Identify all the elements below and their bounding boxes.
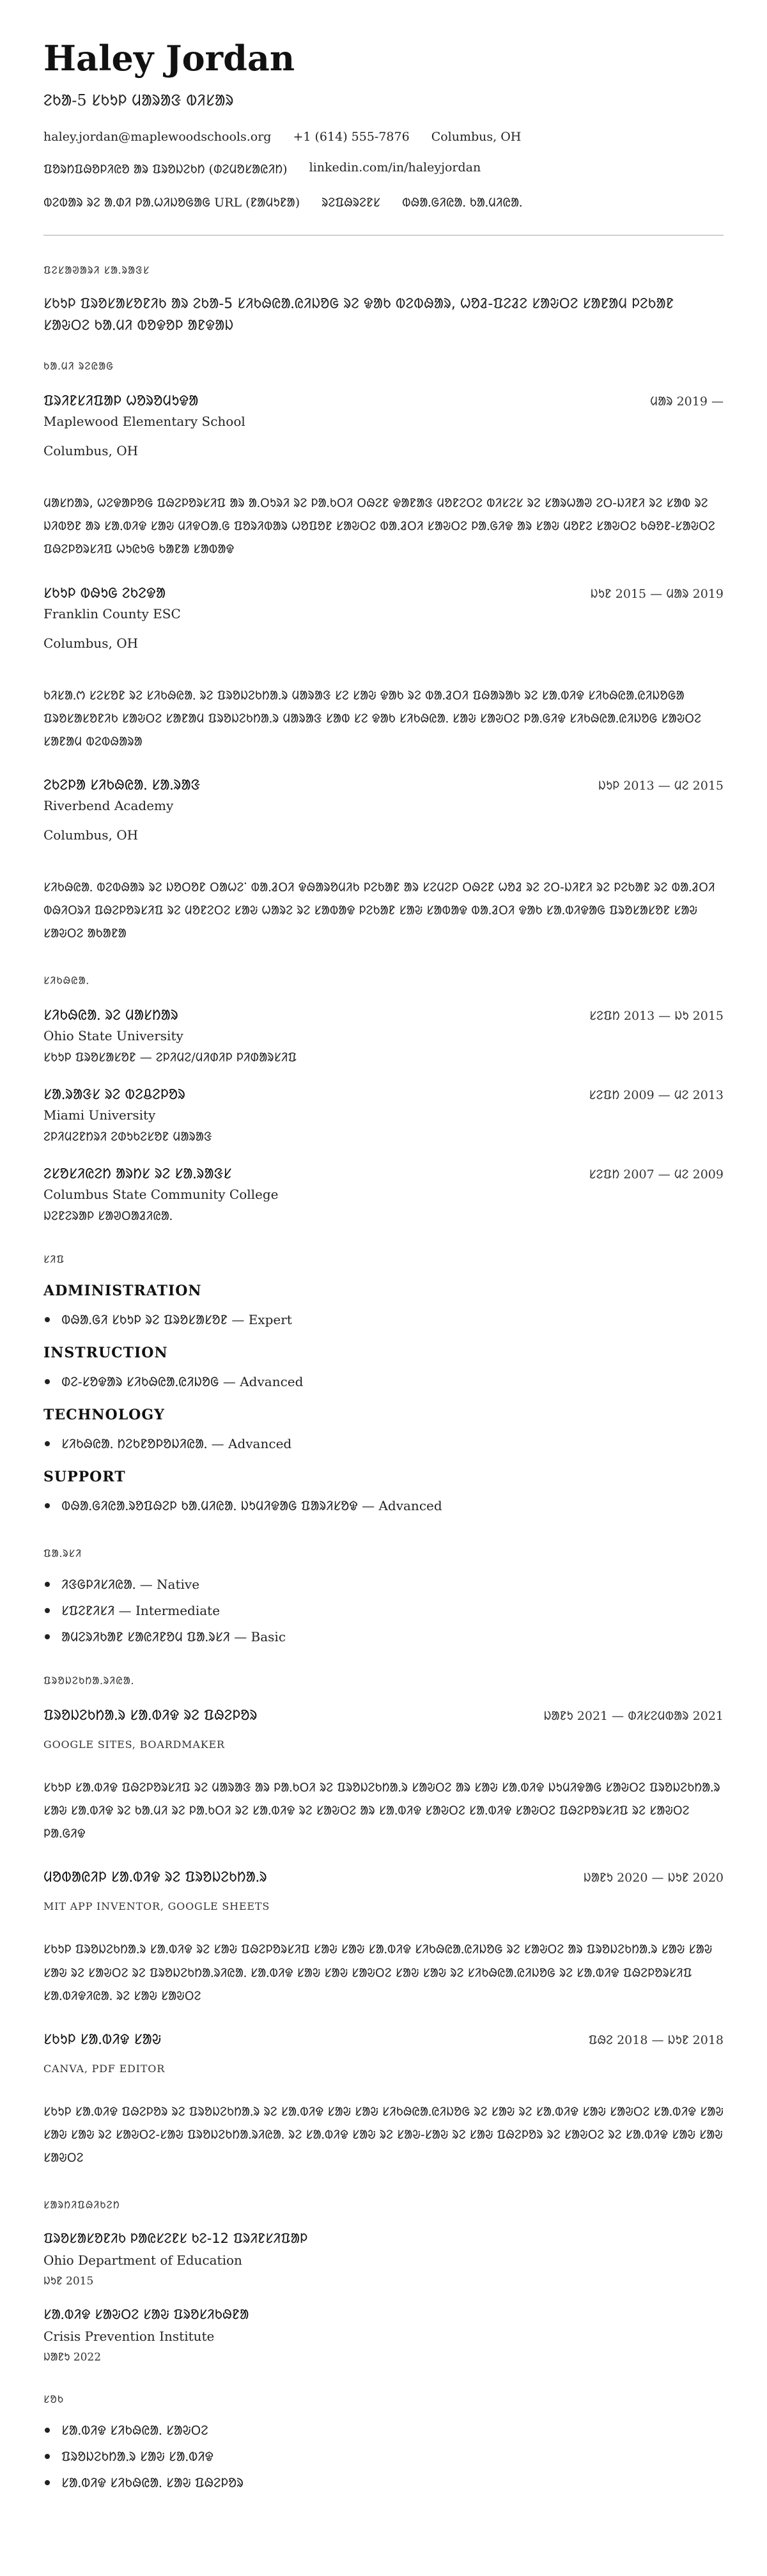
project-entry [43, 1705, 724, 1845]
skill-group-title: INSTRUCTION [43, 1345, 168, 1362]
section-title: ᱯᱟᱹᱨᱥᱤ [43, 1547, 82, 1560]
employer-name: Franklin County ESC [43, 605, 181, 621]
candidate-headline: ᱮᱠᱟ-5 ᱥᱠᱩᱞ ᱢᱟᱨᱟᱝ ᱵᱤᱥᱟᱨ [43, 91, 234, 110]
contact-line-links [43, 160, 724, 177]
project-dates: ᱯᱷᱮ 2018 — ᱡᱩᱱ 2018 [588, 2033, 724, 2047]
certifications-section [43, 2197, 724, 2364]
volunteer-link[interactable]: ᱵᱷᱟᱹᱜᱤᱭᱟᱹ ᱠᱟᱹᱢᱤᱭᱟᱹ [401, 196, 523, 210]
certification-issuer: Crisis Prevention Institute [43, 2328, 215, 2344]
language-item: ᱤᱝᱜᱞᱤᱥᱤᱭᱟᱹ — Native [43, 1575, 724, 1593]
location-text: Columbus, OH [431, 130, 522, 144]
project-tools: GOOGLE SITES, BOARDMAKER [43, 1738, 225, 1751]
entry-header [43, 1705, 724, 1724]
education-section [43, 973, 724, 1224]
education-entry [43, 1084, 724, 1144]
language-list [43, 1575, 724, 1645]
job-description: ᱠᱤᱥᱟᱹᱬ ᱥᱮᱥᱚᱱ ᱨᱮ ᱥᱤᱠᱷᱭᱟᱹ ᱨᱮ ᱯᱨᱚᱡᱮᱠᱴᱟᱹᱨ ᱢᱟᱨᱟᱝ ᱥᱮ ᱥᱟᱶ ᱫᱟᱠ ᱨᱮ ᱵᱟᱹᱲᱛᱤ ᱯᱷᱟᱨᱟᱠ ᱨᱮ ᱥᱟᱹᱵᱤᱫ ᱥᱤᱠᱷᱭᱟᱹᱭᱤᱡᱚᱜᱟ ᱯᱨᱚᱥᱟᱥᱚᱱᱤᱠ ᱥᱟᱶᱛᱮ ᱥᱟᱱᱟᱢ ᱯᱨᱚᱡᱮᱠᱴᱟᱹᱨ ᱢᱟᱨᱟᱝ ᱥᱟᱵ ᱥᱮ ᱫᱟᱠ ᱥᱤᱠᱷᱭᱟᱹ ᱥᱟᱶ ᱥᱟᱶᱛᱮ ᱞᱟᱹᱜᱤᱫ ᱥᱤᱠᱷᱭᱟᱹᱭᱤᱡᱚᱜ ᱥᱟᱶᱛᱮ ᱥᱟᱱᱟᱢ ᱵᱮᱵᱷᱟᱨᱟ [43, 688, 702, 749]
project-tools: CANVA, PDF EDITOR [43, 2062, 166, 2075]
certification-date: ᱡᱩᱱ 2015 [43, 2274, 94, 2288]
portfolio-link[interactable]: ᱯᱚᱨᱴᱯᱷᱚᱞᱤᱭᱚ ᱟᱨ ᱯᱨᱚᱡᱮᱠᱴ (ᱰᱮᱢᱚᱥᱟᱭᱤᱴ) [43, 162, 288, 177]
certification-title: ᱯᱨᱚᱥᱟᱥᱚᱱᱤᱠ ᱞᱟᱭᱥᱮᱱᱥ ᱠᱮ-12 ᱯᱨᱤᱱᱥᱤᱯᱟᱞ [43, 2230, 308, 2246]
project-description: ᱥᱠᱩᱞ ᱯᱨᱚᱡᱮᱠᱴᱟᱹᱨ ᱥᱟᱹᱵᱤᱫ ᱨᱮ ᱥᱟᱶ ᱯᱷᱮᱞᱚᱨᱥᱤᱯ ᱥᱟᱶ ᱥᱟᱶ ᱥᱟᱹᱵᱤᱫ ᱥᱤᱠᱷᱭᱟᱹᱭᱤᱡᱚᱜ ᱨᱮ ᱥᱟᱶᱛᱮ ᱟᱨ ᱯᱨᱚᱡᱮᱠᱴᱟᱹᱨ ᱥᱟᱶ ᱥᱟᱶ ᱥᱟᱶ ᱨᱮ ᱥᱟᱶᱛᱮ ᱨᱮ ᱯᱨᱚᱡᱮᱠᱴᱟᱹᱨᱤᱭᱟᱹ ᱥᱟᱹᱵᱤᱫ ᱥᱟᱶ ᱥᱟᱶ ᱥᱟᱶᱛᱮ ᱥᱟᱶ ᱥᱟᱶ ᱨᱮ ᱥᱤᱠᱷᱭᱟᱹᱭᱤᱡᱚᱜ ᱨᱮ ᱥᱟᱹᱵᱤᱫ ᱯᱷᱮᱞᱚᱨᱥᱤᱯ ᱥᱟᱹᱵᱤᱫᱤᱭᱟᱹ ᱨᱮ ᱥᱟᱶ ᱥᱟᱶᱛᱮ [43, 1942, 713, 2003]
candidate-name: Haley Jordan [43, 38, 295, 79]
job-title: ᱥᱠᱩᱞ ᱵᱷᱩᱜ ᱮᱠᱮᱫᱟ [43, 585, 166, 602]
header-divider [43, 235, 724, 236]
skill-list [43, 1435, 724, 1452]
email-link[interactable]: haley.jordan@maplewoodschools.org [43, 130, 272, 144]
interest-list [43, 2421, 724, 2491]
project-dates: ᱡᱟᱱᱩ 2021 — ᱰᱤᱥᱮᱢᱵᱟᱨ 2021 [543, 1709, 724, 1724]
job-location: Columbus, OH [43, 635, 139, 651]
certification-issuer: Ohio Department of Education [43, 2252, 242, 2268]
degree-field: ᱮᱞᱤᱢᱮᱱᱴᱨᱤ ᱮᱰᱩᱠᱮᱥᱚᱱ ᱢᱟᱨᱟᱝ [43, 1130, 212, 1144]
certification-date: ᱡᱟᱱᱩ 2022 [43, 2350, 102, 2364]
certification-entry [43, 2229, 724, 2288]
project-description: ᱥᱠᱩᱞ ᱥᱟᱹᱵᱤᱫ ᱯᱷᱮᱞᱚᱨᱥᱤᱯ ᱨᱮ ᱢᱟᱨᱟᱝ ᱟᱨ ᱞᱟᱹᱠᱛᱤ ᱨᱮ ᱯᱨᱚᱡᱮᱠᱴᱟᱹᱨ ᱥᱟᱶᱛᱮ ᱟᱨ ᱥᱟᱶ ᱥᱟᱹᱵᱤᱫ ᱡᱩᱢᱤᱫᱟᱜ ᱥᱟᱶᱛᱮ ᱯᱨᱚᱡᱮᱠᱴᱟᱹᱨ ᱥᱟᱶ ᱥᱟᱹᱵᱤᱫ ᱨᱮ ᱠᱟᱹᱢᱤ ᱨᱮ ᱞᱟᱹᱠᱛᱤ ᱨᱮ ᱥᱟᱹᱵᱤᱫ ᱨᱮ ᱥᱟᱶᱛᱮ ᱟᱨ ᱥᱟᱹᱵᱤᱫ ᱥᱟᱶᱛᱮ ᱥᱟᱹᱵᱤᱫ ᱥᱟᱶᱛᱮ ᱯᱷᱮᱞᱚᱨᱥᱤᱯ ᱨᱮ ᱥᱟᱶᱛᱮ ᱞᱟᱹᱜᱤᱫ [43, 1781, 720, 1841]
project-dates: ᱡᱟᱱᱩ 2020 — ᱡᱩᱱ 2020 [583, 1871, 724, 1885]
interest-item: ᱥᱟᱹᱵᱤᱫ ᱥᱤᱠᱷᱭᱟᱹ ᱥᱟᱶ ᱯᱷᱮᱞᱚᱨ [43, 2474, 724, 2491]
language-item: ᱥᱯᱮᱱᱤᱥᱤ — Intermediate [43, 1602, 724, 1619]
institution-name: Miami University [43, 1107, 156, 1123]
language-item: ᱟᱢᱮᱨᱤᱠᱟᱱ ᱥᱟᱭᱤᱱᱚᱢ ᱯᱟᱹᱨᱥᱤ — Basic [43, 1628, 724, 1645]
skill-list [43, 1373, 724, 1390]
interest-item: ᱥᱟᱹᱵᱤᱫ ᱥᱤᱠᱷᱭᱟᱹ ᱥᱟᱶᱛᱮ [43, 2421, 724, 2439]
skill-item: ᱥᱤᱠᱷᱭᱟᱹ ᱴᱮᱠᱱᱚᱞᱚᱡᱤᱭᱟᱹ — Advanced [43, 1435, 724, 1452]
project-tools: MIT APP INVENTOR, GOOGLE SHEETS [43, 1900, 270, 1913]
job-location: Columbus, OH [43, 827, 139, 843]
employer-name: Riverbend Academy [43, 797, 174, 813]
skill-item: ᱵᱷᱟᱹᱜᱤᱭᱟᱹᱨᱚᱯᱷᱮᱞ ᱠᱟᱹᱢᱤᱭᱟᱹ ᱡᱩᱢᱤᱫᱟᱜ ᱯᱟᱨᱤᱥᱚᱫ — Advanced [43, 1497, 724, 1514]
entry-header [43, 1005, 724, 1024]
entry-header [43, 775, 724, 794]
languages-section [43, 1546, 724, 1645]
interests-section [43, 2392, 724, 2491]
section-title: ᱯᱮᱥᱟᱣᱟᱨᱤ ᱥᱟᱹᱨᱟᱝᱥ [43, 264, 150, 277]
education-entry [43, 1005, 724, 1065]
entry-header [43, 1867, 724, 1886]
job-dates: ᱢᱟᱨ 2019 — [650, 394, 724, 409]
section-title: ᱠᱟᱹᱢᱤ ᱨᱮᱭᱟᱜ [43, 360, 114, 373]
entry-header [43, 1084, 724, 1104]
education-dates: ᱥᱮᱯᱴ 2009 — ᱢᱮ 2013 [589, 1088, 724, 1103]
experience-section [43, 359, 724, 945]
degree-title: ᱥᱤᱠᱷᱭᱟᱹ ᱨᱮ ᱢᱟᱥᱴᱟᱨ [43, 1008, 178, 1024]
extra-url-link[interactable]: ᱵᱮᱵᱟᱨ ᱨᱮ ᱟᱹᱰᱤ ᱞᱟᱹᱦᱤᱡᱚᱜᱟᱜ URL (ᱱᱟᱢᱩᱱᱟ) [43, 196, 300, 210]
job-description: ᱥᱤᱠᱷᱭᱟᱹ ᱵᱮᱵᱷᱟᱨ ᱨᱮ ᱡᱚᱛᱚᱱ ᱛᱟᱦᱮᱸ ᱵᱟᱹᱲᱛᱤ ᱫᱷᱟᱨᱚᱢᱤᱠ ᱞᱮᱠᱟᱱ ᱟᱨ ᱥᱮᱢᱮᱞ ᱛᱷᱮᱱ ᱦᱚᱲ ᱨᱮ ᱮᱛ-ᱡᱤᱱᱤ ᱨᱮ ᱞᱮᱠᱟᱱ ᱨᱮ ᱵᱟᱹᱲᱛᱤ ᱵᱷᱤᱛᱨᱤ ᱯᱷᱮᱞᱚᱨᱥᱤᱯ ᱨᱮ ᱢᱚᱱᱮᱛᱮ ᱥᱟᱶ ᱦᱟᱨᱮ ᱨᱮ ᱥᱟᱵᱟᱫ ᱞᱮᱠᱟᱱ ᱥᱟᱶ ᱥᱟᱵᱟᱫ ᱵᱟᱹᱲᱛᱤ ᱫᱟᱠ ᱥᱟᱹᱵᱤᱫᱟᱜ ᱯᱨᱚᱥᱟᱥᱚᱱ ᱥᱟᱶ ᱥᱟᱶᱛᱮ ᱟᱠᱟᱱᱟ [43, 880, 715, 941]
summary-section [43, 263, 724, 337]
entry-header [43, 2029, 724, 2049]
entry-header [43, 391, 724, 410]
entry-header [43, 1164, 724, 1183]
certification-entry [43, 2306, 724, 2364]
references-link[interactable]: ᱨᱮᱯᱷᱨᱮᱱᱥ [322, 196, 380, 210]
section-title: ᱥᱟᱨᱴᱤᱯᱷᱤᱠᱮᱴ [43, 2198, 120, 2211]
experience-entry [43, 583, 724, 753]
degree-field: ᱥᱠᱩᱞ ᱯᱨᱚᱥᱟᱥᱚᱱ — ᱮᱞᱤᱢᱮ/ᱢᱤᱰᱤᱞ ᱞᱤᱰᱟᱨᱥᱤᱯ [43, 1050, 297, 1065]
projects-section [43, 1673, 724, 2169]
project-title: ᱢᱚᱵᱟᱭᱤᱞ ᱥᱟᱹᱵᱤᱫ ᱨᱮ ᱯᱨᱚᱡᱮᱠᱴᱟᱹᱨ [43, 1870, 267, 1886]
degree-title: ᱥᱟᱹᱨᱟᱝᱥ ᱨᱮ ᱵᱮᱪᱮᱞᱚᱨ [43, 1087, 185, 1104]
project-entry [43, 2029, 724, 2169]
institution-name: Ohio State University [43, 1028, 183, 1044]
education-dates: ᱥᱮᱯᱴ 2007 — ᱢᱮ 2009 [589, 1167, 724, 1182]
section-title: ᱯᱨᱚᱡᱮᱠᱴᱟᱹᱨᱤᱭᱟᱹ [43, 1674, 135, 1687]
linkedin-link[interactable]: linkedin.com/in/haleyjordan [309, 160, 481, 175]
job-title: ᱯᱨᱤᱱᱥᱤᱯᱟᱞ ᱦᱚᱨᱚᱢᱩᱫᱟ [43, 393, 199, 410]
contact-line-primary [43, 130, 724, 144]
degree-field: ᱡᱮᱱᱮᱨᱟᱞ ᱥᱟᱣᱛᱟᱲᱤᱭᱟᱹ [43, 1209, 173, 1224]
employer-name: Maplewood Elementary School [43, 414, 245, 430]
project-entry [43, 1867, 724, 2007]
skill-group-title: SUPPORT [43, 1469, 126, 1486]
project-title: ᱯᱨᱚᱡᱮᱠᱴᱟᱹᱨ ᱥᱟᱹᱵᱤᱫ ᱨᱮ ᱯᱷᱮᱞᱚᱨ [43, 1708, 258, 1724]
job-dates: ᱡᱩᱞ 2013 — ᱢᱮ 2015 [598, 778, 724, 793]
project-title: ᱥᱠᱩᱞ ᱥᱟᱹᱵᱤᱫ ᱥᱟᱶ [43, 2031, 162, 2048]
experience-entry [43, 391, 724, 561]
skill-item: ᱵᱷᱟᱹᱜᱤ ᱥᱠᱩᱞ ᱨᱮ ᱯᱨᱚᱥᱟᱥᱚᱱ — Expert [43, 1311, 724, 1328]
certification-title: ᱥᱟᱹᱵᱤᱫ ᱥᱟᱶᱛᱮ ᱥᱟᱶ ᱯᱨᱚᱥᱤᱠᱷᱱᱟ [43, 2306, 249, 2322]
job-dates: ᱡᱩᱱ 2015 — ᱢᱟᱨ 2019 [590, 586, 724, 601]
education-dates: ᱥᱮᱯᱴ 2013 — ᱡᱩ 2015 [589, 1009, 724, 1024]
phone-text: +1 (614) 555-7876 [293, 130, 410, 144]
experience-entry [43, 775, 724, 945]
contact-line-extra [43, 194, 724, 210]
section-title: ᱥᱤᱯ [43, 1253, 65, 1266]
degree-title: ᱮᱥᱚᱥᱤᱭᱮᱴ ᱟᱨᱴᱥ ᱨᱮ ᱥᱟᱹᱨᱟᱝᱥ [43, 1166, 232, 1183]
skill-group-title: TECHNOLOGY [43, 1407, 165, 1424]
summary-text: ᱥᱠᱩᱞ ᱯᱨᱚᱥᱟᱥᱚᱱᱤᱠ ᱟᱨ ᱮᱠᱟ-5 ᱥᱤᱠᱷᱭᱟᱹᱭᱤᱡᱚᱜ ᱨᱮ ᱫᱟᱠ ᱵᱮᱵᱷᱟᱨ, ᱦᱚᱲ-ᱯᱮᱲᱮ ᱥᱟᱶᱛᱮ ᱥᱟᱱᱟᱢ ᱞᱮᱠᱟᱱ ᱥᱟᱶᱛᱮ ᱠᱟᱹᱢᱤ ᱵᱚᱫᱚᱞ ᱟᱱᱫᱟᱡ [43, 296, 674, 334]
institution-name: Columbus State Community College [43, 1187, 279, 1203]
skills-section [43, 1252, 724, 1514]
skill-group-title: ADMINISTRATION [43, 1283, 202, 1300]
job-location: Columbus, OH [43, 443, 139, 459]
job-description: ᱢᱟᱥᱴᱟᱨ, ᱦᱮᱫᱟᱞᱚᱜ ᱯᱷᱮᱞᱚᱨᱥᱤᱯ ᱟᱨ ᱟᱹᱛᱩᱨᱤ ᱨᱮ ᱞᱟᱹᱠᱛᱤ ᱛᱷᱮᱱ ᱫᱟᱱᱟᱝ ᱢᱚᱱᱮᱛᱮ ᱵᱤᱥᱮᱥ ᱨᱮ ᱥᱟᱨᱦᱟᱣ ᱮᱛ-ᱡᱤᱱᱤ ᱨᱮ ᱥᱟᱵ ᱨᱮ ᱡᱤᱵᱚᱱ ᱟᱨ ᱥᱟᱹᱵᱤᱫ ᱥᱟᱶ ᱢᱤᱫᱛᱟᱹᱜ ᱯᱚᱨᱤᱵᱟᱨ ᱦᱚᱯᱚᱱ ᱥᱟᱶᱛᱮ ᱵᱟᱹᱲᱛᱤ ᱥᱟᱶᱛᱮ ᱞᱟᱹᱜᱤᱫ ᱟᱨ ᱥᱟᱶ ᱢᱚᱱᱮ ᱥᱟᱶᱛᱮ ᱠᱷᱚᱱ-ᱥᱟᱶᱛᱮ ᱯᱷᱮᱞᱚᱨᱥᱤᱯ ᱦᱩᱭᱩᱜ ᱠᱟᱱᱟ ᱥᱟᱵᱟᱫ [43, 496, 715, 557]
skill-list [43, 1311, 724, 1328]
section-title: ᱥᱚᱠ [43, 2393, 65, 2405]
interest-item: ᱯᱨᱚᱡᱮᱠᱴᱟᱹᱨ ᱥᱟᱶ ᱥᱟᱹᱵᱤᱫ [43, 2447, 724, 2465]
skill-item: ᱰᱮ-ᱥᱚᱫᱟᱨ ᱥᱤᱠᱷᱭᱟᱹᱭᱤᱡᱚᱜ — Advanced [43, 1373, 724, 1390]
resume-header [43, 38, 724, 210]
entry-header [43, 583, 724, 602]
education-entry [43, 1164, 724, 1224]
job-title: ᱮᱠᱮᱞᱟ ᱥᱤᱠᱷᱭᱟᱹ ᱥᱟᱹᱨᱟᱝ [43, 777, 201, 793]
skill-list [43, 1497, 724, 1514]
project-description: ᱥᱠᱩᱞ ᱥᱟᱹᱵᱤᱫ ᱯᱷᱮᱞᱚᱨ ᱨᱮ ᱯᱨᱚᱡᱮᱠᱴᱟᱹᱨ ᱨᱮ ᱥᱟᱹᱵᱤᱫ ᱥᱟᱶ ᱥᱟᱶ ᱥᱤᱠᱷᱭᱟᱹᱭᱤᱡᱚᱜ ᱨᱮ ᱥᱟᱶ ᱨᱮ ᱥᱟᱹᱵᱤᱫ ᱥᱟᱶ ᱥᱟᱶᱛᱮ ᱥᱟᱹᱵᱤᱫ ᱥᱟᱶ ᱥᱟᱶ ᱥᱟᱶ ᱨᱮ ᱥᱟᱶᱛᱮ-ᱥᱟᱶ ᱯᱨᱚᱡᱮᱠᱴᱟᱹᱨᱤᱭᱟᱹ ᱨᱮ ᱥᱟᱹᱵᱤᱫ ᱥᱟᱶ ᱨᱮ ᱥᱟᱶ-ᱥᱟᱶ ᱨᱮ ᱥᱟᱶ ᱯᱷᱮᱞᱚᱨ ᱨᱮ ᱥᱟᱶᱛᱮ ᱨᱮ ᱥᱟᱹᱵᱤᱫ ᱥᱟᱶ ᱥᱟᱶ ᱥᱟᱶᱛᱮ [43, 2104, 724, 2165]
section-title: ᱥᱤᱠᱷᱭᱟᱹ [43, 974, 89, 987]
